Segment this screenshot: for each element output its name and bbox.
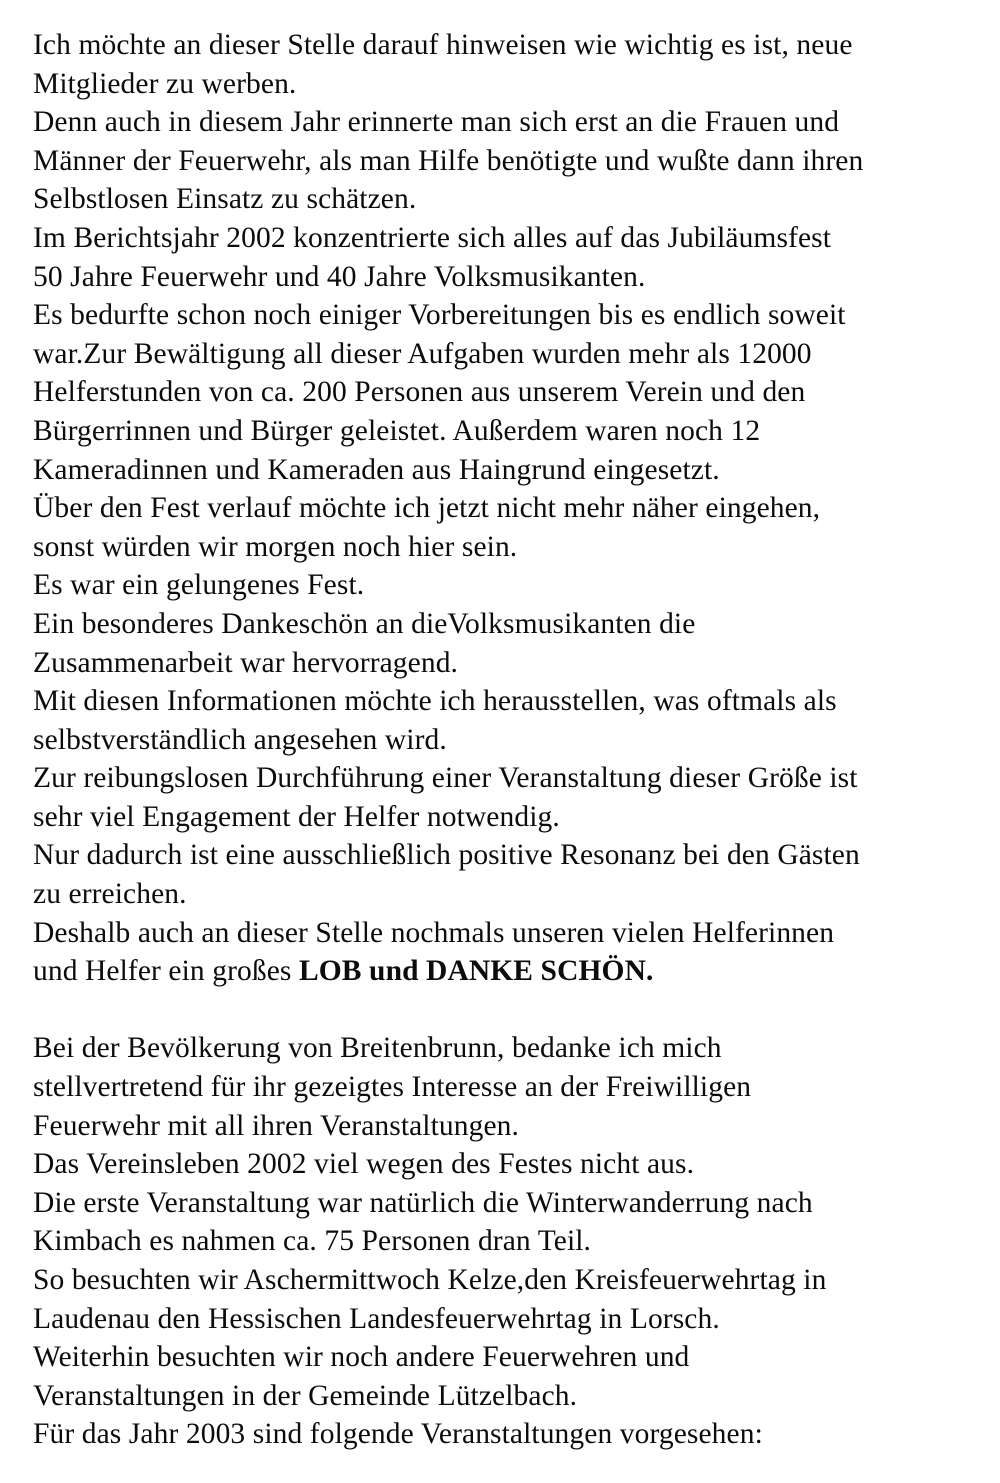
- text-line: Denn auch in diesem Jahr erinnerte man sich erst an die Frauen und: [33, 106, 840, 139]
- text-line: Im Berichtsjahr 2002 konzentrierte sich alles auf das Jubiläumsfest: [33, 221, 832, 254]
- thanks-line: [33, 952, 980, 991]
- text-line: Weiterhin besuchten wir noch andere Feuerwehren und: [33, 1341, 690, 1374]
- text-line: Das Vereinsleben 2002 viel wegen des Festes nicht aus.: [33, 1148, 695, 1181]
- text-line: Zur reibungslosen Durchführung einer Veranstaltung dieser Größe ist: [33, 762, 858, 795]
- thanks-prefix: und Helfer ein großes: [33, 955, 299, 988]
- text-line: selbstverständlich angesehen wird.: [33, 723, 447, 756]
- text-line: Es bedurfte schon noch einiger Vorbereitungen bis es endlich soweit: [33, 299, 846, 332]
- text-line: So besuchten wir Aschermittwoch Kelze,den Kreisfeuerwehrtag in: [33, 1264, 827, 1296]
- text-line: Bürgerrinnen und Bürger geleistet. Außerdem waren noch 12: [33, 414, 761, 447]
- text-line: Für das Jahr 2003 sind folgende Veranstaltungen vorgesehen:: [33, 1418, 763, 1451]
- text-line: war.Zur Bewältigung all dieser Aufgaben wurden mehr als 12000: [33, 337, 812, 370]
- text-line: Mitglieder zu werben.: [33, 67, 297, 100]
- text-line: Kimbach es nahmen ca. 75 Personen dran Teil.: [33, 1225, 592, 1258]
- text-line: Deshalb auch an dieser Stelle nochmals unseren vielen Helferinnen: [33, 916, 835, 949]
- text-line: Laudenau den Hessischen Landesfeuerwehrtag in Lorsch.: [33, 1302, 720, 1335]
- paragraph-gap: [33, 991, 980, 1030]
- text-line: zu erreichen.: [33, 878, 187, 911]
- text-line: Kameradinnen und Kameraden aus Haingrund eingesetzt.: [33, 453, 720, 486]
- text-line: Mit diesen Informationen möchte ich herausstellen, was oftmals als: [33, 685, 837, 718]
- text-line: Feuerwehr mit all ihren Veranstaltungen.: [33, 1109, 519, 1142]
- text-line: Ich möchte an dieser Stelle darauf hinweisen wie wichtig es ist, neue: [33, 29, 853, 61]
- text-line: Bei der Bevölkerung von Breitenbrunn, bedanke ich mich: [33, 1032, 722, 1065]
- text-line: Helferstunden von ca. 200 Personen aus unserem Verein und den: [33, 376, 806, 409]
- report-body: [33, 26, 980, 1454]
- text-line: stellvertretend für ihr gezeigtes Interesse an der Freiwilligen: [33, 1071, 752, 1104]
- text-line: sonst würden wir morgen noch hier sein.: [33, 530, 518, 563]
- thanks-emphasis: LOB und DANKE SCHÖN.: [298, 955, 654, 988]
- text-line: Über den Fest verlauf möchte ich jetzt nicht mehr näher eingehen,: [33, 492, 821, 525]
- text-line: 50 Jahre Feuerwehr und 40 Jahre Volksmusikanten.: [33, 260, 646, 293]
- text-line: sehr viel Engagement der Helfer notwendig.: [33, 800, 560, 833]
- text-line: Die erste Veranstaltung war natürlich die Winterwanderrung nach: [33, 1186, 813, 1219]
- text-line: Selbstlosen Einsatz zu schätzen.: [33, 183, 417, 216]
- text-line: Ein besonderes Dankeschön an dieVolksmusikanten die: [33, 607, 696, 640]
- text-line: Es war ein gelungenes Fest.: [33, 569, 365, 602]
- text-line: Männer der Feuerwehr, als man Hilfe benötigte und wußte dann ihren: [33, 144, 864, 177]
- text-line: Veranstaltungen in der Gemeinde Lützelbach.: [33, 1379, 578, 1412]
- text-line: Nur dadurch ist eine ausschließlich positive Resonanz bei den Gästen: [33, 839, 860, 872]
- text-line: Zusammenarbeit war hervorragend.: [33, 646, 459, 679]
